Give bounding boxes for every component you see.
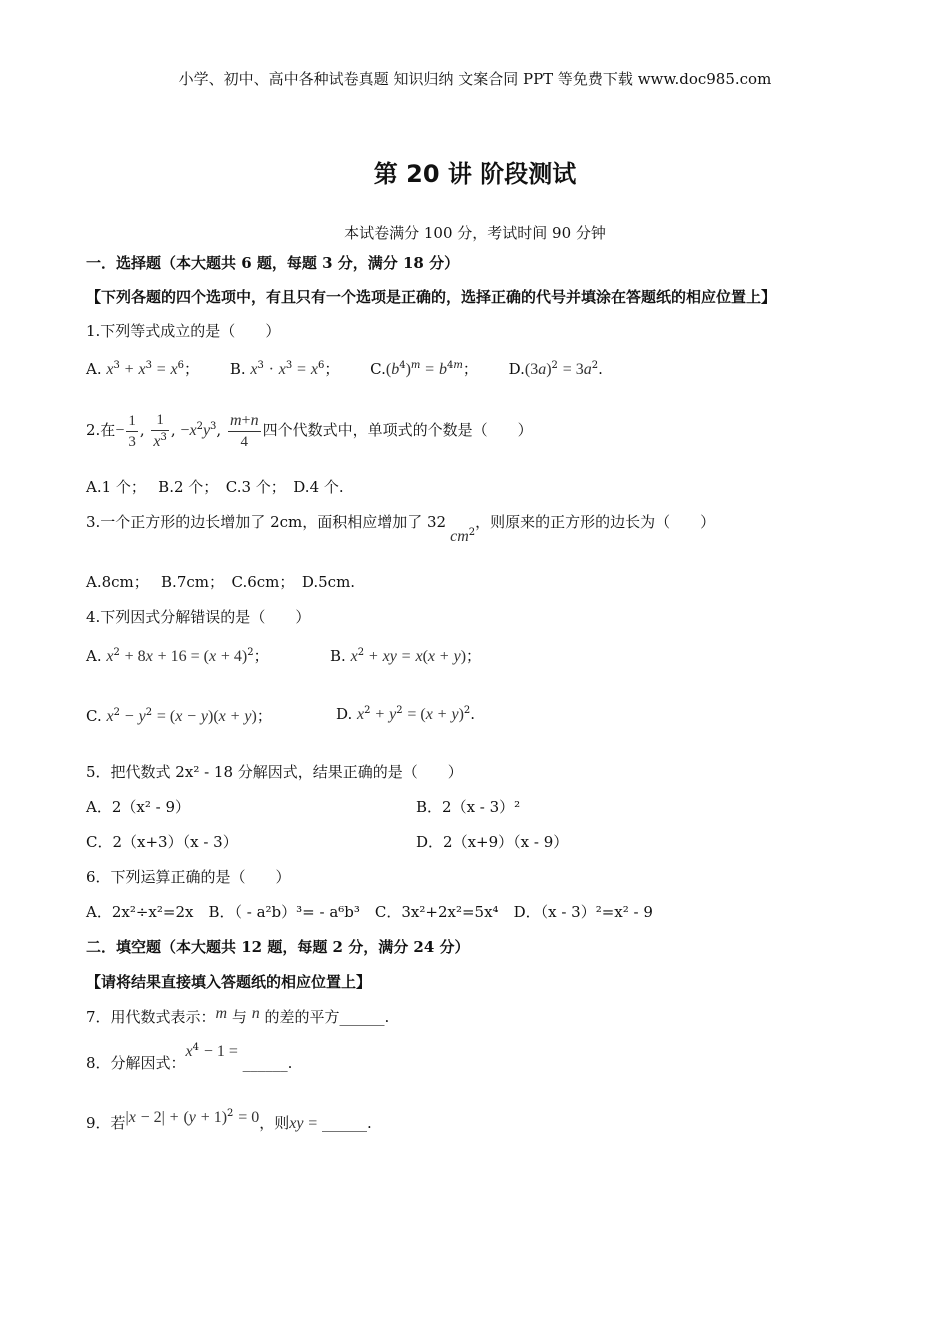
page-header: 小学、初中、高中各种试卷真题 知识归纳 文案合同 PPT 等免费下载 www.doc985.com xyxy=(178,70,772,88)
q5-option-c: C．2（x+3）（x - 3） xyxy=(86,833,238,851)
section2-heading: 二．填空题（本大题共 12 题，每题 2 分，满分 24 分） xyxy=(86,938,470,956)
q1-option-b: B. $x^3 \cdot x^3 = x^6$； xyxy=(229,360,340,378)
q4-stem: 4.下列因式分解错误的是（ ） xyxy=(86,608,311,626)
q5-option-a: A．2（x² - 9） xyxy=(86,798,190,816)
q6-stem: 6．下列运算正确的是（ ） xyxy=(86,868,291,886)
q5-option-b: B．2（x - 3）² xyxy=(416,798,521,816)
q2-options: A.1 个； B.2 个； C.3 个； D.4 个. xyxy=(86,478,344,496)
q4-option-a: A. $x^2 + 8x + 16 = (x + 4)^2$； xyxy=(86,647,269,665)
q3-stem: 3.一个正方形的边长增加了 2cm，面积相应增加了 $32cm^2$，则原来的正方形的边长为（ ） xyxy=(86,513,716,545)
section1-instruction: 【下列各题的四个选项中，有且只有一个选项是正确的，选择正确的代号并填涂在答题纸的相应位置上】 xyxy=(86,288,777,306)
fraction-one-third: $\frac{1}{3}$ xyxy=(128,412,136,450)
q7-stem: 7．用代数式表示：m 与 n 的差的平方______. xyxy=(86,1005,390,1026)
exam-info: 本试卷满分 100 分，考试时间 90 分钟 xyxy=(344,224,606,242)
page-title: 第 20 讲 阶段测试 xyxy=(373,160,577,188)
q1-stem: 1.下列等式成立的是（ ） xyxy=(86,322,281,340)
q5-stem: 5．把代数式 2x² - 18 分解因式，结果正确的是（ ） xyxy=(86,763,463,781)
q4-option-d: D. $x^2 + y^2 = (x + y)^2$. xyxy=(336,705,476,723)
q3-options: A.8cm； B.7cm； C.6cm； D.5cm. xyxy=(86,573,356,591)
q1-option-d: $D.(3a)^2 = 3a^2$. xyxy=(508,360,603,378)
q8-stem: 8．分解因式：$x^4 - 1$ = ______. xyxy=(86,1042,293,1072)
q1-option-c: $C.(b^4)^m = b^{4m}$； xyxy=(370,360,478,378)
q6-options: A．2x²÷x²=2x B．（ - a²b）³= - a⁶b³ C．3x²+2x²=5x⁴ D．（x - 3）²=x² - 9 xyxy=(86,903,653,921)
q1-option-a: A. $x^3 + x^3 = x^6$； xyxy=(86,360,200,378)
q5-option-d: D．2（x+9）（x - 9） xyxy=(416,833,569,851)
q9-stem: 9．若$|x - 2| + (y + 1)^2 = 0$，则xy = ______. xyxy=(86,1108,372,1132)
q4-option-c: C. $x^2 - y^2 = (x - y)(x + y)$； xyxy=(86,707,272,725)
q1-options xyxy=(86,358,603,379)
q4-option-b: B. $x^2$ + xy = x(x + y)； xyxy=(330,647,482,665)
section1-heading: 一．选择题（本大题共 6 题，每题 3 分，满分 18 分） xyxy=(86,254,460,272)
fraction-one-over-x-cubed: $\frac{1}{x^3}$ xyxy=(153,412,167,450)
q2-stem: 2.在− $\frac{1}{3}$ , $\frac{1}{x^3}$ , $-x^2y^3$, $\frac{m+n}{4}$ 四个代数式中，单项式的个数是（ ） xyxy=(86,412,533,450)
fraction-m-plus-n-over-4: $\frac{m+n}{4}$ xyxy=(229,412,259,450)
section2-instruction: 【请将结果直接填入答题纸的相应位置上】 xyxy=(86,973,372,991)
